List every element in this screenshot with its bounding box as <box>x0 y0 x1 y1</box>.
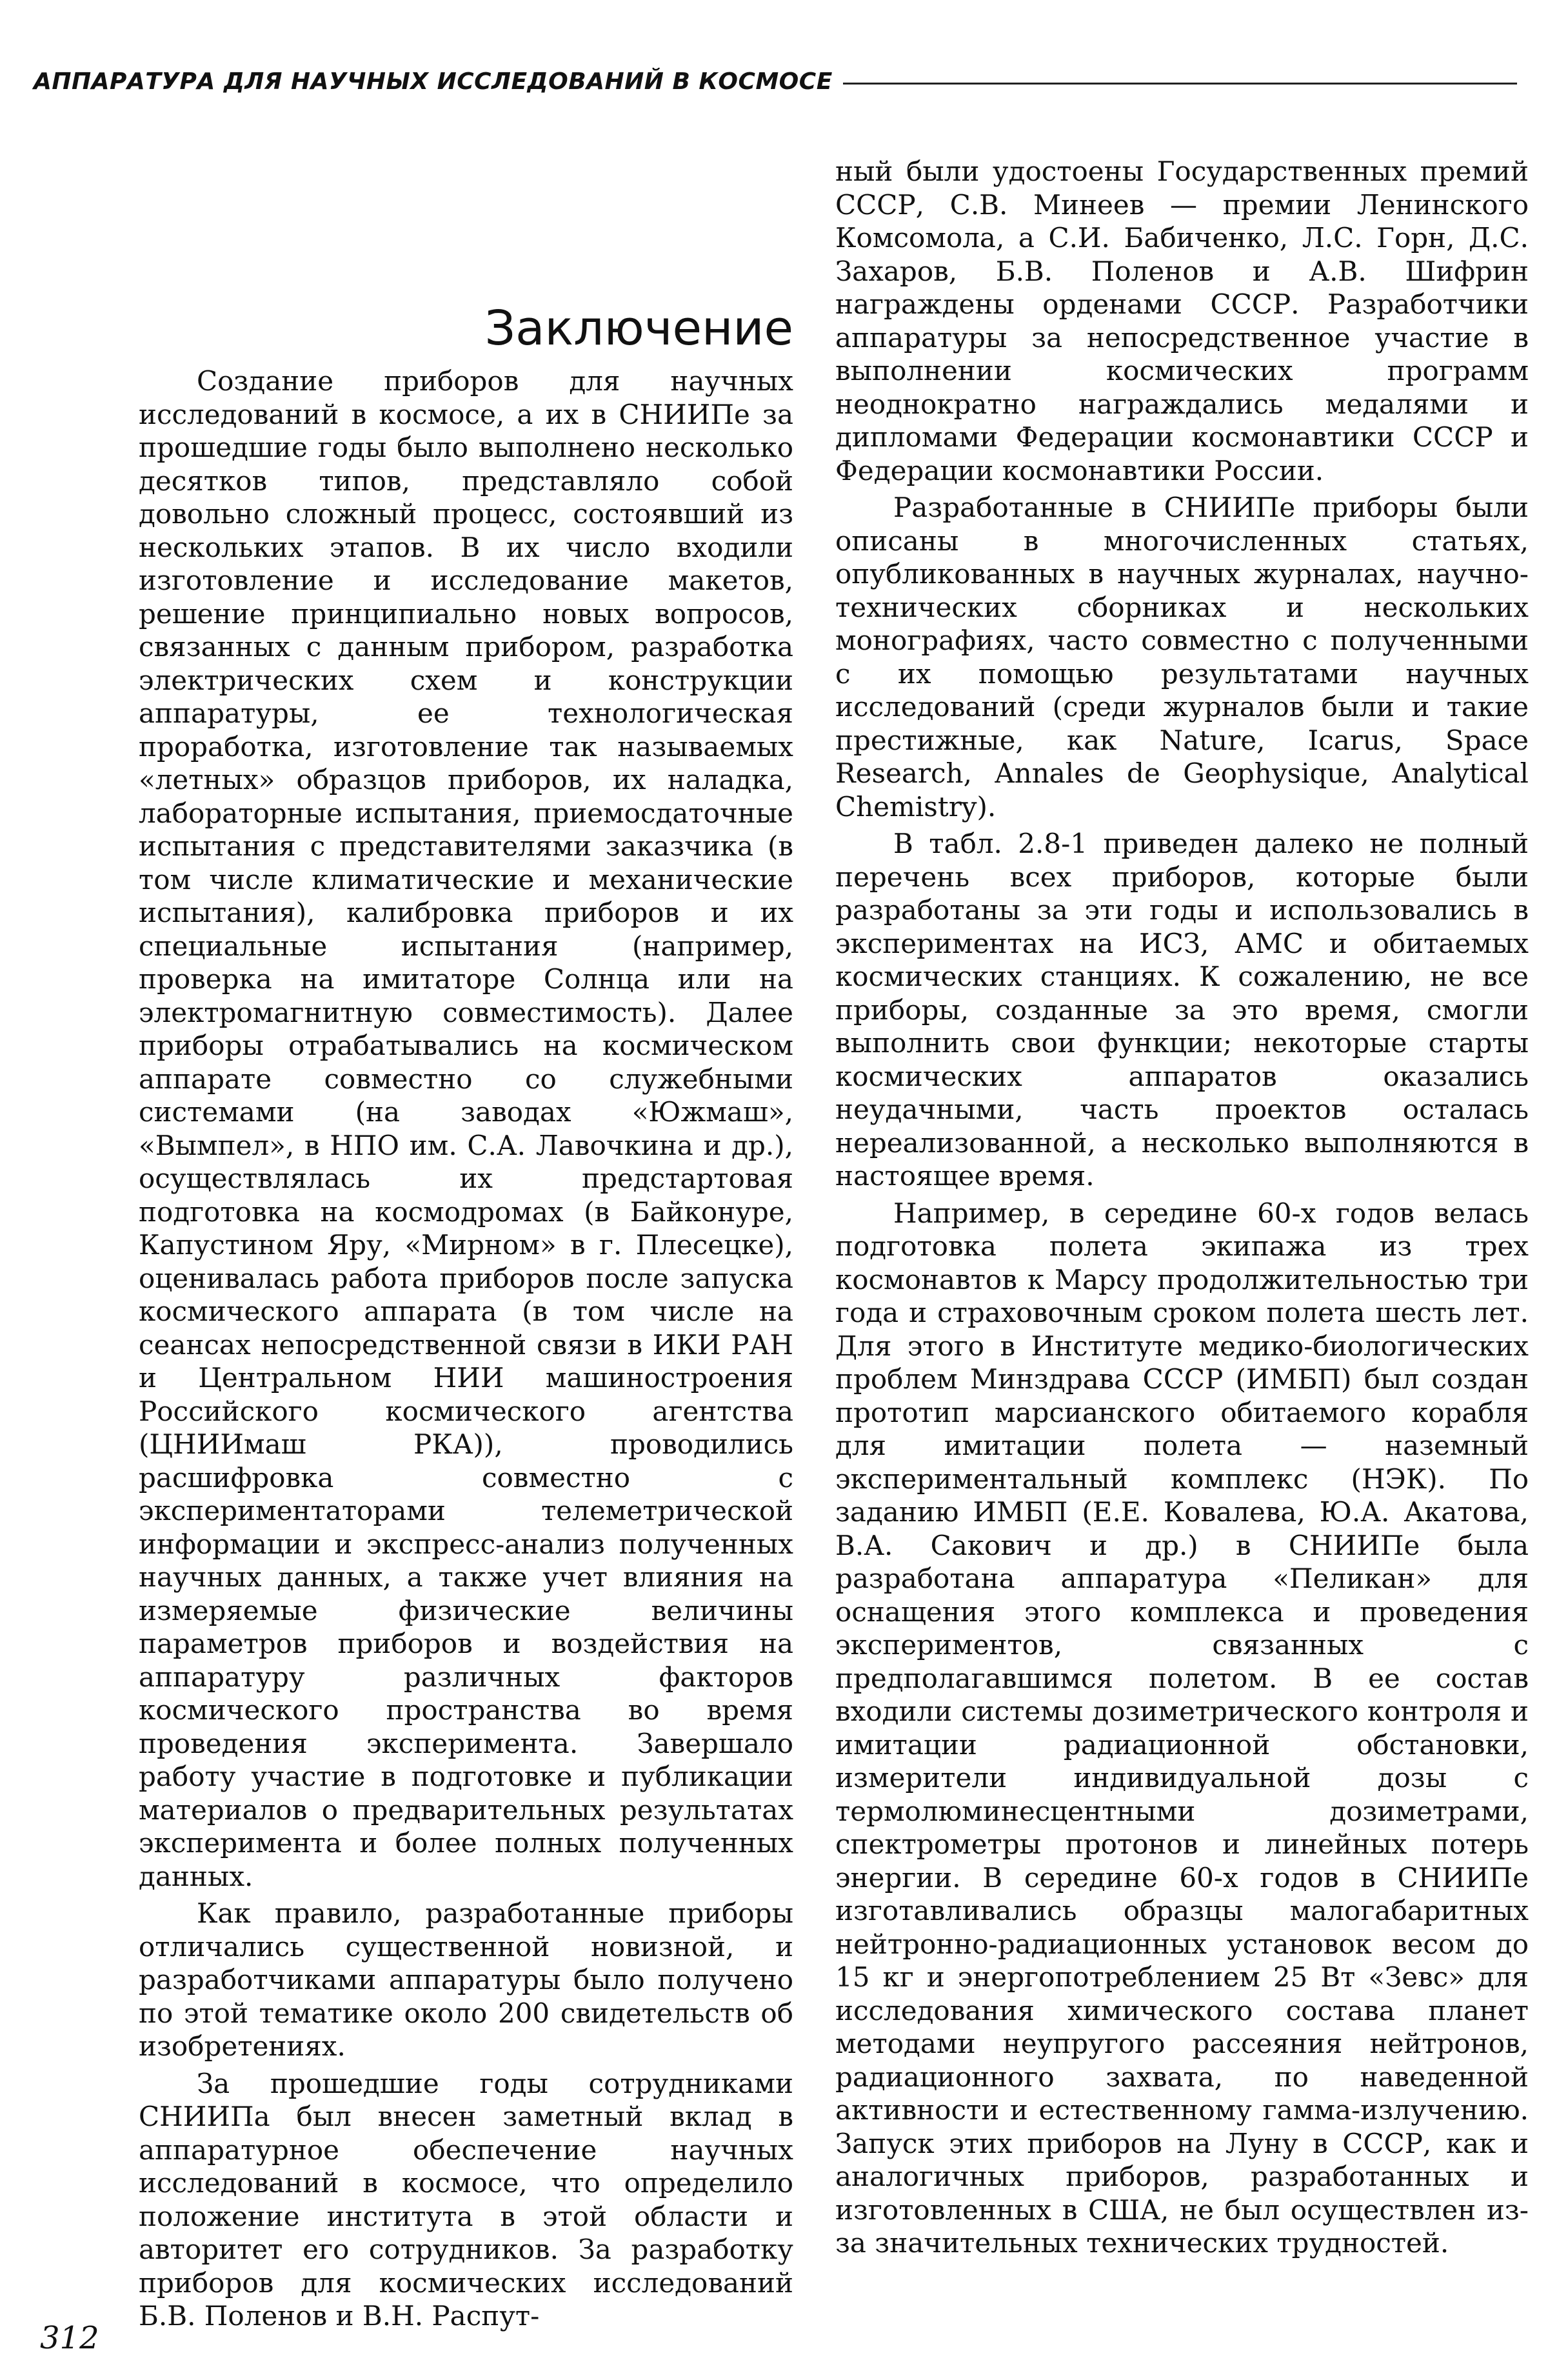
paragraph: Как правило, разработанные приборы отличались существенной новизной, и разработчиками аппаратуры было получено по этой тематике около 200 свидетельств об изобретениях. <box>139 1897 793 2062</box>
left-column <box>139 365 793 2333</box>
paragraph-continued: ный были удостоены Государственных премий СССР, С.В. Минеев — премии Ленинского Комсомола, а С.И. Бабиченко, Л.С. Горн, Д.С. Захаров, Б.В. Поленов и А.В. Шифрин награждены орденами СССР. Разработчики аппаратуры за непосредственное участие в выполнении космических программ неоднократно награждались медалями и дипломами Федерации космонавтики СССР и Федерации космонавтики России. <box>835 155 1529 486</box>
header-rule <box>843 83 1517 85</box>
running-title: АППАРАТУРА ДЛЯ НАУЧНЫХ ИССЛЕДОВАНИЙ В КОСМОСЕ <box>34 68 833 95</box>
paragraph: В табл. 2.8-1 приведен далеко не полный перечень всех приборов, которые были разработаны за эти годы и использовались в экспериментах на ИСЗ, АМС и обитаемых космических станциях. К сожалению, не все приборы, созданные за это время, смогли выполнить свои функции; некоторые старты космических аппаратов оказались неудачными, часть проектов осталась нереализованной, а несколько выполняются в настоящее время. <box>835 828 1529 1192</box>
running-header <box>34 62 1517 101</box>
right-column <box>835 155 1529 2260</box>
paragraph: За прошедшие годы сотрудниками СНИИПа был внесен заметный вклад в аппаратурное обеспечение научных исследований в космосе, что определило положение института в этой области и авторитет его сотрудников. За разработку приборов для космических исследований Б.В. Поленов и В.Н. Распут- <box>139 2067 793 2332</box>
paragraph: Разработанные в СНИИПе приборы были описаны в многочисленных статьях, опубликованных в научных журналах, научно-технических сборниках и нескольких монографиях, часто совместно с полученными с их помощью результатами научных исследований (среди журналов были и такие престижные, как Nature, Icarus, Space Research, Annales de Geophysique, Analytical Chemistry). <box>835 492 1529 823</box>
page-number: 312 <box>40 2320 99 2356</box>
paragraph: Создание приборов для научных исследований в космосе, а их в СНИИПе за прошедшие годы было выполнено несколько десятков типов, представляло собой довольно сложный процесс, состоявший из нескольких этапов. В их число входили изготовление и исследование макетов, решение принципиально новых вопросов, связанных с данным прибором, разработка электрических схем и конструкции аппаратуры, ее технологическая проработка, изготовление так называемых «летных» образцов приборов, их наладка, лабораторные испытания, приемосдаточные испытания с представителями заказчика (в том числе климатические и механические испытания), калибровка приборов и их специальные испытания (например, проверка на имитаторе Солнца или на электромагнитную совместимость). Далее приборы отрабатывались на космическом аппарате совместно со служебными системами (на заводах «Южмаш», «Вымпел», в НПО им. С.А. Лавочкина и др.), осуществлялась их предстартовая подготовка на космодромах (в Байконуре, Капустином Яру, «Мирном» в г. Плесецке), оценивалась работа приборов после запуска космического аппарата (в том числе на сеансах непосредственной связи в ИКИ РАН и Центральном НИИ машиностроения Российского космического агентства (ЦНИИмаш РКА)), проводились расшифровка совместно с экспериментаторами телеметрической информации и экспресс-анализ полученных научных данных, а также учет влияния на измеряемые физические величины параметров приборов и воздействия на аппаратуру различных факторов космического пространства во время проведения эксперимента. Завершало работу участие в подготовке и публикации материалов о предварительных результатах эксперимента и более полных полученных данных. <box>139 365 793 1892</box>
paragraph: Например, в середине 60-х годов велась подготовка полета экипажа из трех космонавтов к Марсу продолжительностью три года и страховочным сроком полета шесть лет. Для этого в Институте медико-биологических проблем Минздрава СССР (ИМБП) был создан прототип марсианского обитаемого корабля для имитации полета — наземный экспериментальный комплекс (НЭК). По заданию ИМБП (Е.Е. Ковалева, Ю.А. Акатова, В.А. Сакович и др.) в СНИИПе была разработана аппаратура «Пеликан» для оснащения этого комплекса и проведения экспериментов, связанных с предполагавшимся полетом. В ее состав входили системы дозиметрического контроля и имитации радиационной обстановки, измерители индивидуальной дозы с термолюминесцентными дозиметрами, спектрометры протонов и линейных потерь энергии. В середине 60-х годов в СНИИПе изготавливались образцы малогабаритных нейтронно-радиационных установок весом до 15 кг и энергопотреблением 25 Вт «Зевс» для исследования химического состава планет методами неупругого рассеяния нейтронов, радиационного захвата, по наведенной активности и естественному гамма-излучению. Запуск этих приборов на Луну в СССР, как и аналогичных приборов, разработанных и изготовленных в США, не был осуществлен из-за значительных технических трудностей. <box>835 1197 1529 2259</box>
section-heading: Заключение <box>484 301 793 357</box>
